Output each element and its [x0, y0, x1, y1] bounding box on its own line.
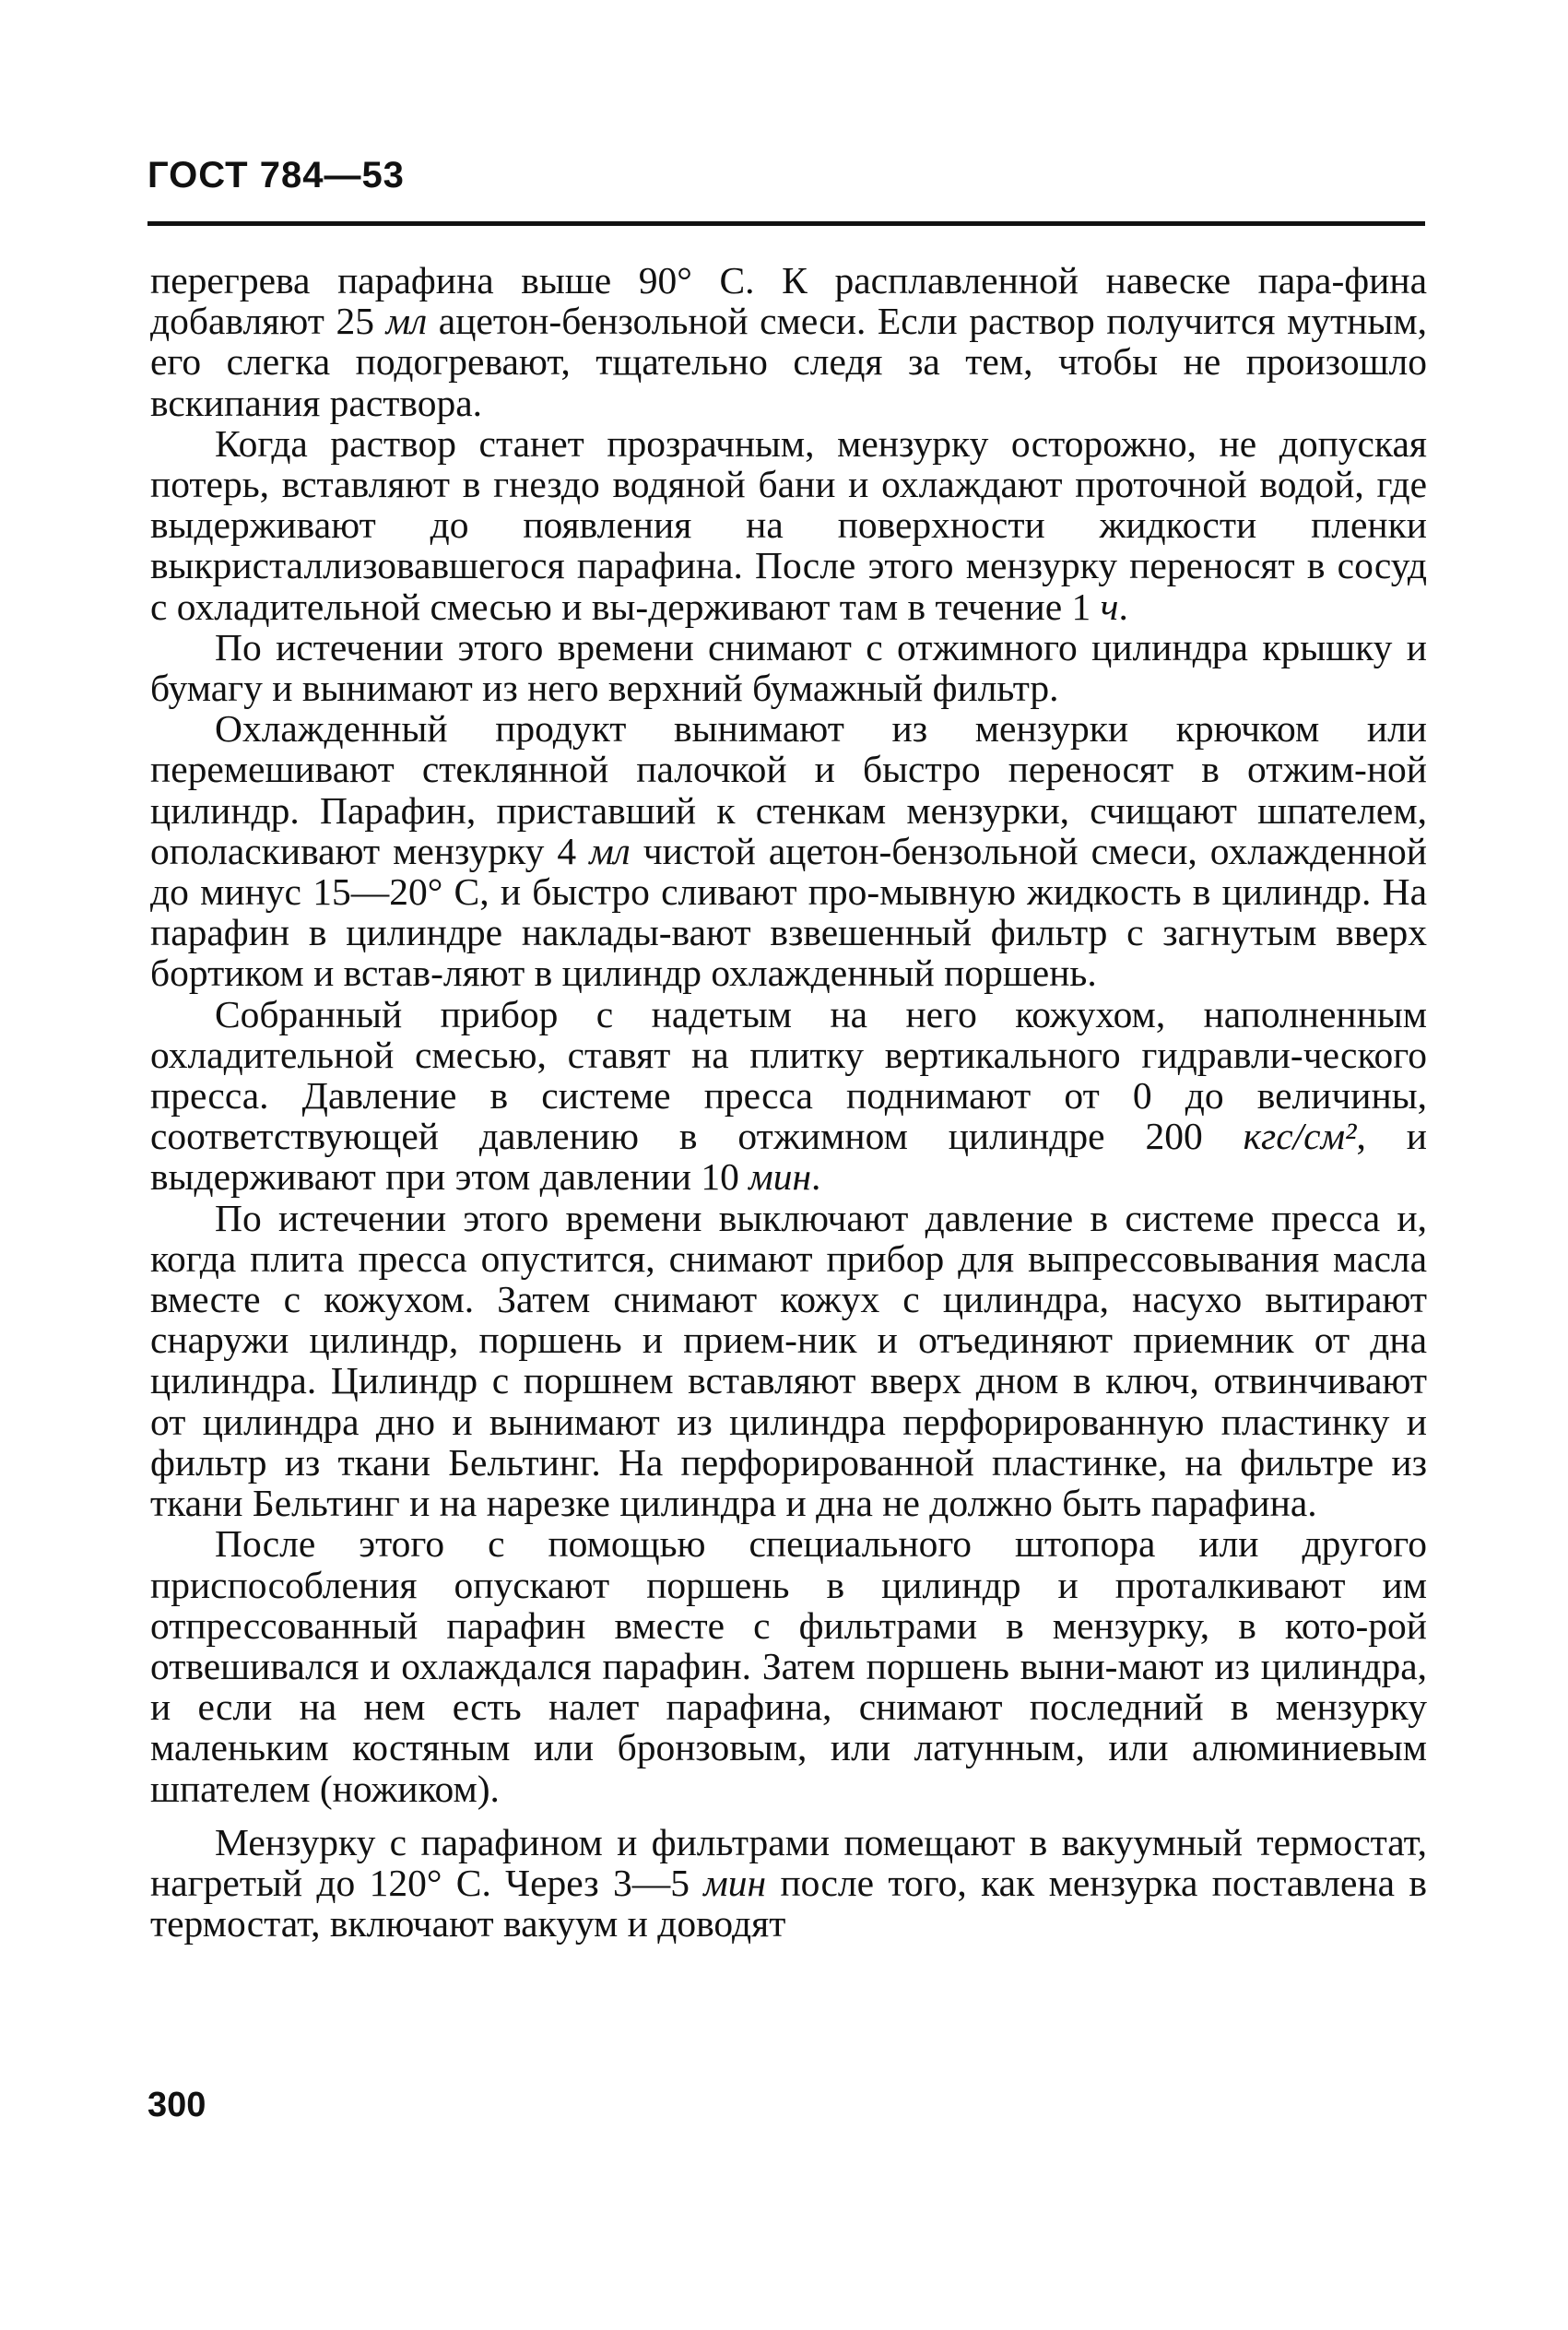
paragraph-6 [150, 1198, 1427, 1524]
text-segment: Охлажденный продукт вынимают из мензурки крючком или перемешивают стеклянной палочкой и быстро переносят в отжим-ной цилиндр. Парафин, приставший к стенкам мензурки, счищают шпателем, ополаскивают мензурку 4 [150, 707, 1427, 872]
unit-text: кгс/см² [1243, 1115, 1357, 1158]
paragraph-3 [150, 627, 1427, 708]
paragraph-1 [150, 260, 1427, 423]
unit-text: мл [589, 829, 631, 872]
text-segment: ацетон-бензольной смеси. Если раствор получится мутным, его слегка подогревают, тщательно следя за тем, чтобы не произошло вскипания раствора. [150, 300, 1427, 424]
paragraph-8 [150, 1822, 1427, 1945]
page-number: 300 [147, 2086, 206, 2124]
text-segment: . [1118, 585, 1128, 628]
unit-text: мин [749, 1155, 812, 1199]
document-body [150, 260, 1427, 1944]
text-segment: По истечении этого времени выключают давление в системе пресса и, когда плита пресса опустится, снимают прибор для выпрессовывания масла вместе с кожухом. Затем снимают кожух с цилиндра, насухо вытирают снаружи цилиндр, поршень и прием-ник и отъединяют приемник от дна цилиндра. Цилиндр с поршнем вставляют вверх дном в ключ, отвинчивают от цилиндра дно и вынимают из цилиндра перфорированную пластинку и фильтр из ткани Бельтинг. На перфорированной пластинке, на фильтре из ткани Бельтинг и на нарезке цилиндра и дна не должно быть парафина. [150, 1196, 1427, 1525]
text-segment: Когда раствор станет прозрачным, мензурку осторожно, не допуская потерь, вставляют в гнездо водяной бани и охлаждают проточной водой, где выдерживают до появления на поверхности жидкости пленки выкристаллизовавшегося парафина. После этого мензурку переносят в сосуд с охладительной смесью и вы-держивают там в течение 1 [150, 421, 1427, 628]
text-segment: чистой ацетон-бензольной смеси, охлажденной до минус 15—20° С, и быстро сливают про-мывную жидкость в цилиндр. На парафин в цилиндре наклады-вают взвешенный фильтр с загнутым вверх бортиком и встав-ляют в цилиндр охлажденный поршень. [150, 829, 1427, 995]
text-segment: Мензурку с парафином и фильтрами помещают в вакуумный термостат, нагретый до 120° С. Через 3—5 [150, 1820, 1427, 1904]
document-header: ГОСТ 784—53 [147, 155, 405, 195]
text-segment: перегрева парафина выше 90° С. К расплавленной навеске пара-фина добавляют 25 [150, 259, 1427, 343]
text-segment: . [811, 1155, 821, 1199]
paragraph-7 [150, 1523, 1427, 1808]
unit-text: мл [385, 300, 428, 343]
text-segment: после того, как мензурка поставлена в термостат, включают вакуум и доводят [150, 1861, 1427, 1946]
paragraph-2 [150, 423, 1427, 627]
text-segment: Собранный прибор с надетым на него кожухом, наполненным охладительной смесью, ставят на плитку вертикального гидравли-ческого пресса. Давление в системе пресса поднимают от 0 до величины, соответствующей давлению в отжимном цилиндре 200 [150, 992, 1427, 1158]
unit-text: ч [1100, 585, 1119, 628]
text-segment: После этого с помощью специального штопора или другого приспособления опускают поршень в цилиндр и проталкивают им отпрессованный парафин вместе с фильтрами в мензурку, в кото-рой отвешивался и охлаждался парафин. Затем поршень выни-мают из цилиндра, и если на нем есть налет парафина, снимают последний в мензурку маленьким костяным или бронзовым, или латунным, или алюминиевым шпателем (ножиком). [150, 1522, 1427, 1810]
unit-text: мин [703, 1861, 767, 1904]
text-segment: , и выдерживают при этом давлении 10 [150, 1115, 1427, 1199]
header-rule [147, 221, 1425, 226]
paragraph-5 [150, 994, 1427, 1198]
text-segment: По истечении этого времени снимают с отжимного цилиндра крышку и бумагу и вынимают из него верхний бумажный фильтр. [150, 625, 1427, 710]
paragraph-4 [150, 708, 1427, 993]
